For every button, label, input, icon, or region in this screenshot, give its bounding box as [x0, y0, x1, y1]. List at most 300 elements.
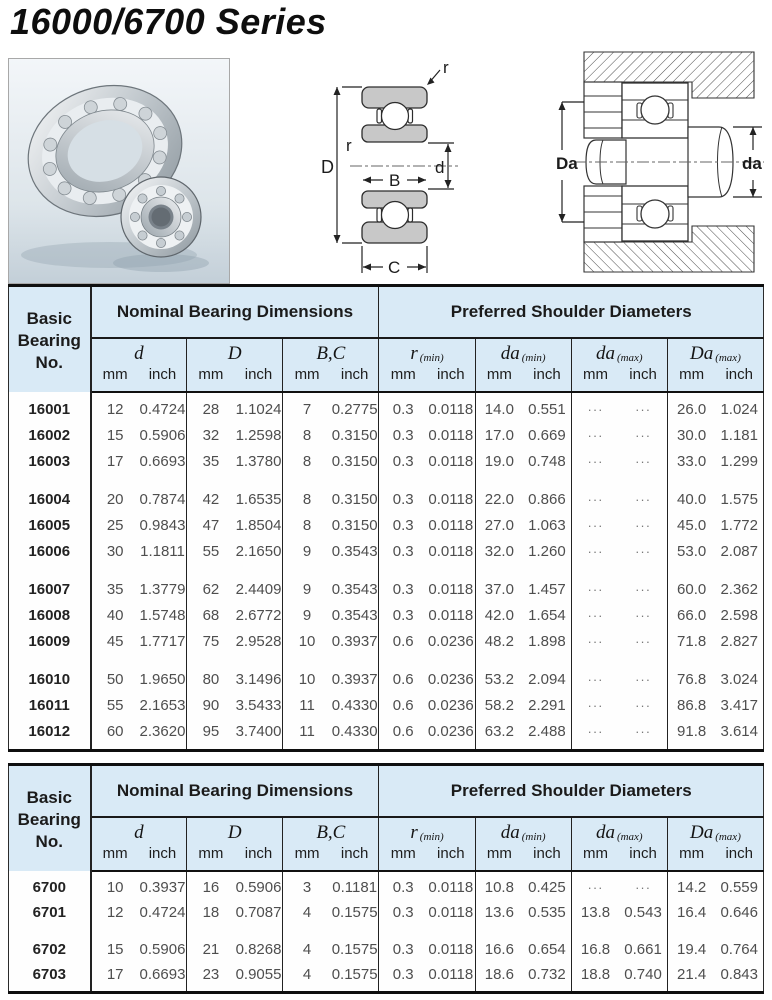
symbol-text: Da — [689, 821, 714, 843]
spacer-cell — [283, 475, 379, 487]
small-bearing — [121, 177, 201, 257]
column-units — [92, 845, 187, 870]
inch-value: 1.024 — [720, 401, 758, 418]
inch-value: 0.0118 — [428, 940, 474, 958]
mm-value: ··· — [587, 402, 604, 417]
mm-value: 8 — [302, 491, 312, 508]
mm-value: 9 — [302, 581, 312, 598]
symbol-text: d — [134, 821, 144, 843]
dimension-cell — [667, 577, 763, 603]
symbol-qualifier: (max) — [616, 830, 643, 843]
spacer-cell — [571, 987, 667, 993]
inch-value: ··· — [635, 492, 652, 507]
dimension-cell — [667, 449, 763, 475]
inch-value: 0.0118 — [428, 965, 474, 983]
value-pair — [572, 544, 667, 559]
spacer-cell — [571, 925, 667, 937]
value-pair — [283, 427, 378, 444]
inch-value: 0.535 — [528, 903, 566, 921]
symbol-text: Da — [689, 342, 714, 364]
value-pair — [379, 517, 474, 534]
unit-inch-label: inch — [340, 844, 369, 862]
mm-value: 8 — [302, 453, 312, 470]
inch-value: 3.1496 — [235, 671, 282, 688]
value-pair — [92, 607, 187, 624]
inch-value: ··· — [635, 518, 652, 533]
value-pair — [476, 671, 571, 688]
column-units — [283, 366, 378, 391]
bearing-no: 16012 — [9, 719, 91, 745]
value-pair — [283, 966, 378, 983]
ball — [641, 96, 669, 124]
value-pair — [92, 517, 187, 534]
value-pair — [187, 966, 282, 983]
column-units — [379, 845, 474, 870]
mm-value: 0.6 — [392, 723, 414, 740]
spacer-cell — [667, 987, 763, 993]
value-pair — [379, 697, 474, 714]
unit-mm-label: mm — [679, 365, 705, 383]
dimension-cell — [571, 719, 667, 745]
bearing-no: 16004 — [9, 487, 91, 513]
header-column-row — [9, 338, 764, 392]
spacer-cell — [187, 987, 283, 993]
mm-value: 48.2 — [484, 633, 514, 650]
dimension-cell — [283, 875, 379, 900]
mm-value: 14.0 — [484, 401, 514, 418]
inch-value: 0.0118 — [428, 401, 474, 418]
inch-value: 1.575 — [720, 491, 758, 508]
spacer-cell — [667, 925, 763, 937]
column-units — [476, 366, 571, 391]
dimension-cell — [667, 667, 763, 693]
mm-value: 50 — [106, 671, 124, 688]
symbol-qualifier: (max) — [715, 830, 741, 843]
mm-value: 22.0 — [484, 491, 514, 508]
value-pair — [283, 491, 378, 508]
column-header-d — [91, 817, 187, 871]
dimension-cell — [283, 719, 379, 745]
value-pair — [187, 697, 282, 714]
column-units — [572, 845, 667, 870]
symbol-text: B,C — [316, 342, 346, 364]
value-pair — [668, 427, 763, 444]
mm-value: ··· — [587, 428, 604, 443]
bearing-no: 6703 — [9, 962, 91, 987]
inch-value: 2.291 — [528, 697, 566, 714]
mm-value: ··· — [587, 492, 604, 507]
column-units — [379, 366, 474, 391]
column-header-da-min — [475, 338, 571, 392]
mm-value: 62 — [202, 581, 220, 598]
dimension-cell — [379, 719, 475, 745]
inch-value: 0.764 — [720, 940, 758, 958]
inch-value: 2.094 — [528, 671, 566, 688]
spacer-cell — [379, 475, 475, 487]
inch-value: 1.898 — [528, 633, 566, 650]
value-pair — [92, 427, 187, 444]
mm-value: 90 — [202, 697, 220, 714]
mm-value: 35 — [106, 581, 124, 598]
spacer-cell — [9, 475, 91, 487]
mm-value: 0.6 — [392, 633, 414, 650]
mm-value: 4 — [302, 940, 312, 958]
dimension-cell — [379, 875, 475, 900]
value-pair — [668, 966, 763, 983]
bearing-photo-art — [9, 59, 229, 283]
value-pair — [476, 401, 571, 418]
spacer-cell — [283, 565, 379, 577]
mm-value: ··· — [587, 454, 604, 469]
dimension-cell — [91, 397, 187, 423]
dimension-cell — [571, 397, 667, 423]
dimension-cell — [667, 423, 763, 449]
inch-value: 0.551 — [528, 401, 566, 418]
unit-inch-label: inch — [725, 365, 753, 383]
spacer-cell — [667, 565, 763, 577]
spacer-cell — [571, 475, 667, 487]
value-pair — [379, 491, 474, 508]
inch-value: 0.740 — [624, 965, 662, 983]
spacer-cell — [571, 565, 667, 577]
symbol-text: d — [134, 342, 144, 364]
unit-mm-label: mm — [486, 844, 512, 862]
unit-mm-label: mm — [198, 365, 224, 383]
inch-value: 2.362 — [720, 581, 758, 598]
column-units — [476, 845, 571, 870]
spacer-cell — [283, 655, 379, 667]
value-pair — [187, 427, 282, 444]
value-pair — [476, 723, 571, 740]
dimension-cell — [475, 449, 571, 475]
value-pair — [572, 966, 667, 983]
value-pair — [379, 401, 474, 418]
column-symbol — [668, 339, 763, 366]
symbol-qualifier: (min) — [419, 830, 444, 843]
spacer-cell — [379, 745, 475, 751]
inch-value: 0.3150 — [331, 453, 378, 470]
dimension-cell — [475, 577, 571, 603]
value-pair — [668, 543, 763, 560]
dimension-cell — [283, 539, 379, 565]
unit-mm-label: mm — [102, 844, 128, 862]
spacer-cell — [379, 925, 475, 937]
column-symbol — [572, 339, 667, 366]
column-units — [668, 366, 763, 391]
mm-value: 21.4 — [677, 965, 707, 983]
mm-value: 9 — [302, 543, 312, 560]
inch-value: 0.5906 — [139, 427, 186, 444]
mm-value: 47 — [202, 517, 220, 534]
spacer-cell — [91, 987, 187, 993]
column-header-da-min — [475, 817, 571, 871]
dimension-cell — [571, 900, 667, 925]
spacer-cell — [187, 655, 283, 667]
mm-value: ··· — [587, 672, 604, 687]
spacer-cell — [475, 655, 571, 667]
dimension-cell — [379, 900, 475, 925]
value-pair — [187, 491, 282, 508]
inch-value: 1.1811 — [140, 543, 185, 560]
mm-value: 17 — [106, 965, 124, 983]
dimension-cell — [187, 693, 283, 719]
table-row — [9, 693, 764, 719]
table-row — [9, 875, 764, 900]
column-header-da-max — [667, 338, 763, 392]
value-pair — [572, 698, 667, 713]
inch-value: 2.598 — [720, 607, 758, 624]
spacer-row — [9, 475, 764, 487]
inch-value: 0.5906 — [139, 940, 186, 958]
inch-value: 1.9650 — [139, 671, 186, 688]
mm-value: 33.0 — [677, 453, 707, 470]
mm-value: 55 — [202, 543, 220, 560]
spacer-row — [9, 565, 764, 577]
dimension-cell — [571, 962, 667, 987]
inch-value: 0.0236 — [427, 723, 474, 740]
mm-value: 60 — [106, 723, 124, 740]
dimension-cell — [187, 962, 283, 987]
value-pair — [187, 517, 282, 534]
value-pair — [92, 723, 187, 740]
dimension-cell — [667, 875, 763, 900]
spacer-cell — [91, 565, 187, 577]
inch-value: 0.748 — [528, 453, 566, 470]
unit-mm-label: mm — [294, 365, 320, 383]
mm-value: 9 — [302, 607, 312, 624]
spacer-cell — [475, 475, 571, 487]
mm-value: 0.6 — [392, 697, 414, 714]
unit-mm-label: mm — [679, 844, 705, 862]
nominal-dimensions-header: Nominal Bearing Dimensions — [91, 286, 379, 338]
inch-value: 1.772 — [720, 517, 758, 534]
dimension-cell — [283, 667, 379, 693]
dimension-cell — [283, 487, 379, 513]
value-pair — [572, 454, 667, 469]
dimension-cell — [667, 539, 763, 565]
column-units — [283, 845, 378, 870]
value-pair — [476, 941, 571, 958]
value-pair — [668, 879, 763, 896]
mm-value: 16.6 — [484, 940, 514, 958]
shoulder-diameters-header: Preferred Shoulder Diameters — [379, 765, 764, 817]
dimension-cell — [187, 513, 283, 539]
bearing-no: 16006 — [9, 539, 91, 565]
mm-value: 17 — [106, 453, 124, 470]
value-pair — [379, 607, 474, 624]
bearing-no: 16010 — [9, 667, 91, 693]
value-pair — [379, 453, 474, 470]
symbol-text: r — [410, 821, 418, 843]
dimension-cell — [571, 667, 667, 693]
label-corner-radius: r — [443, 58, 449, 77]
column-header-da-max — [571, 338, 667, 392]
spacer-cell — [187, 565, 283, 577]
inch-value: 0.543 — [624, 903, 662, 921]
value-pair — [572, 634, 667, 649]
housing-shoulder — [584, 82, 622, 138]
value-pair — [668, 401, 763, 418]
inch-value: 1.654 — [528, 607, 566, 624]
table-row — [9, 962, 764, 987]
mm-value: 0.3 — [392, 965, 414, 983]
spacer-cell — [667, 475, 763, 487]
mm-value: 30.0 — [677, 427, 707, 444]
dimension-cell — [283, 603, 379, 629]
inch-value: 0.0118 — [428, 581, 474, 598]
spacer-cell — [187, 925, 283, 937]
mm-value: 0.6 — [392, 671, 414, 688]
ball-top — [382, 103, 409, 130]
symbol-text: da — [595, 821, 615, 843]
table-row — [9, 449, 764, 475]
dimension-cell — [379, 667, 475, 693]
mm-value: 0.3 — [392, 427, 414, 444]
value-pair — [476, 904, 571, 921]
inch-value: 0.732 — [528, 965, 566, 983]
mm-value: 15 — [106, 940, 124, 958]
value-pair — [92, 453, 187, 470]
dimension-cell — [91, 629, 187, 655]
spacer-cell — [379, 655, 475, 667]
value-pair — [572, 608, 667, 623]
mm-value: 0.3 — [392, 453, 414, 470]
header-column-row — [9, 817, 764, 871]
value-pair — [668, 491, 763, 508]
dimension-cell — [571, 629, 667, 655]
dimension-cell — [91, 875, 187, 900]
inch-value: 1.063 — [528, 517, 566, 534]
value-pair — [476, 697, 571, 714]
dimension-cell — [187, 667, 283, 693]
inch-value: 1.3779 — [139, 581, 186, 598]
value-pair — [283, 879, 378, 896]
unit-mm-label: mm — [198, 844, 224, 862]
mm-value: 35 — [202, 453, 220, 470]
column-units — [187, 366, 282, 391]
spacer-cell — [187, 745, 283, 751]
table-row — [9, 937, 764, 962]
mm-value: 0.3 — [392, 581, 414, 598]
spacer-cell — [187, 475, 283, 487]
inch-value: ··· — [635, 608, 652, 623]
inch-value: 2.6772 — [235, 607, 282, 624]
dimension-cell — [91, 513, 187, 539]
inch-value: 0.0118 — [428, 607, 474, 624]
inch-value: ··· — [635, 672, 652, 687]
mm-value: 0.3 — [392, 491, 414, 508]
inch-value: 0.4330 — [331, 723, 378, 740]
mm-value: 40 — [106, 607, 124, 624]
inch-value: 0.1181 — [332, 878, 378, 896]
column-symbol — [283, 818, 378, 845]
inch-value: 0.559 — [720, 878, 758, 896]
value-pair — [187, 879, 282, 896]
inch-value: 0.1575 — [331, 903, 378, 921]
inch-value: 1.6535 — [235, 491, 282, 508]
inch-value: 3.5433 — [235, 697, 282, 714]
value-pair — [283, 671, 378, 688]
mm-value: 32 — [202, 427, 220, 444]
inch-value: 1.3780 — [235, 453, 282, 470]
inch-value: ··· — [635, 544, 652, 559]
value-pair — [283, 401, 378, 418]
mm-value: 58.2 — [484, 697, 514, 714]
inch-value: 0.1575 — [331, 940, 378, 958]
mm-value: 21 — [202, 940, 220, 958]
mounting-diagram — [556, 50, 772, 286]
mm-value: 23 — [202, 965, 220, 983]
bearing-no: 6701 — [9, 900, 91, 925]
symbol-text: da — [500, 821, 520, 843]
spacer-row — [9, 745, 764, 751]
label-inner-radius: r — [346, 136, 352, 155]
mm-value: 19.4 — [677, 940, 707, 958]
value-pair — [92, 401, 187, 418]
inch-value: 0.646 — [720, 903, 758, 921]
dimension-cell — [91, 900, 187, 925]
header-group-row — [9, 765, 764, 817]
value-pair — [92, 941, 187, 958]
column-symbol — [476, 818, 571, 845]
mm-value: 53.0 — [677, 543, 707, 560]
mm-value: 60.0 — [677, 581, 707, 598]
dimension-cell — [379, 937, 475, 962]
value-pair — [572, 724, 667, 739]
symbol-qualifier: (max) — [616, 351, 643, 364]
inch-value: 0.0236 — [427, 697, 474, 714]
dimension-cell — [91, 667, 187, 693]
column-header-da-max — [667, 817, 763, 871]
spacer-row — [9, 987, 764, 993]
inch-value: 2.3620 — [139, 723, 186, 740]
value-pair — [92, 904, 187, 921]
table-row — [9, 513, 764, 539]
mm-value: 32.0 — [484, 543, 514, 560]
spacer-cell — [283, 987, 379, 993]
dimension-cell — [571, 487, 667, 513]
dimension-cell — [475, 667, 571, 693]
bearing-no: 6702 — [9, 937, 91, 962]
bearing-no: 16005 — [9, 513, 91, 539]
mm-value: 0.3 — [392, 940, 414, 958]
dimension-cell — [571, 937, 667, 962]
dimension-cell — [667, 397, 763, 423]
inch-value: 3.614 — [720, 723, 758, 740]
value-pair — [187, 671, 282, 688]
symbol-text: D — [227, 821, 242, 843]
dimension-cell — [379, 577, 475, 603]
value-pair — [476, 879, 571, 896]
value-pair — [283, 697, 378, 714]
mm-value: ··· — [587, 582, 604, 597]
dimension-cell — [475, 900, 571, 925]
bearing-photo — [8, 58, 230, 284]
value-pair — [379, 671, 474, 688]
dimension-cell — [283, 629, 379, 655]
mm-value: 86.8 — [677, 697, 707, 714]
dimension-cell — [667, 962, 763, 987]
inch-value: 0.0236 — [427, 671, 474, 688]
inch-value: ··· — [635, 698, 652, 713]
bearing-no: 16001 — [9, 397, 91, 423]
inch-value: 0.3937 — [331, 671, 378, 688]
dimension-cell — [91, 962, 187, 987]
mm-value: 42 — [202, 491, 220, 508]
mm-value: ··· — [587, 544, 604, 559]
table-row — [9, 667, 764, 693]
value-pair — [476, 491, 571, 508]
